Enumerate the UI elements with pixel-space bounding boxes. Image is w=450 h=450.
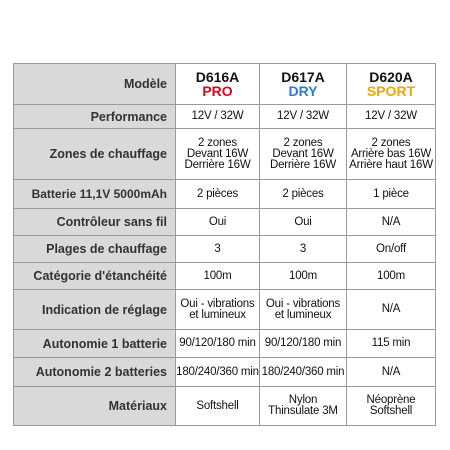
model-variant-pro: PRO — [202, 83, 233, 99]
cell-value — [347, 330, 436, 358]
cell-line: 12V / 32W — [365, 110, 417, 122]
cell-line: 1 pièce — [373, 187, 409, 200]
cell-value — [260, 129, 347, 180]
cell-line: 90/120/180 min — [264, 337, 342, 349]
cell-value — [176, 263, 260, 290]
cell-line: Oui - vibrations — [265, 297, 341, 310]
cell-line: Nylon — [288, 394, 318, 406]
cell-line: Derrière 16W — [270, 158, 336, 171]
model-name: D620A — [369, 69, 413, 85]
row-label-etancheite: Catégorie d'étanchéité — [14, 263, 176, 290]
cell-line: Thinsulate 3M — [268, 405, 338, 417]
row-etancheite — [14, 263, 436, 290]
cell-value — [260, 330, 347, 358]
row-materiaux — [14, 387, 436, 426]
cell-line: 2 pièces — [282, 187, 324, 200]
cell-value — [176, 330, 260, 358]
cell-line: Oui - vibrations — [180, 297, 255, 310]
row-batterie — [14, 180, 436, 209]
cell-value — [347, 129, 436, 180]
cell-value — [176, 290, 260, 330]
cell-value — [347, 209, 436, 236]
row-autonomie1 — [14, 330, 436, 358]
cell-value — [260, 358, 347, 387]
comparison-table-wrapper — [13, 63, 435, 426]
cell-line: Softshell — [196, 399, 239, 412]
cell-line: Devant 16W — [272, 147, 334, 160]
cell-line: 2 zones — [283, 136, 323, 149]
row-label-autonomie1: Autonomie 1 batterie — [14, 330, 176, 358]
comparison-table — [13, 63, 436, 426]
cell-line: 100m — [377, 269, 405, 282]
cell-line: 2 zones — [198, 136, 237, 149]
cell-value — [176, 105, 260, 129]
cell-line: On/off — [376, 242, 406, 255]
cell-value — [260, 180, 347, 209]
cell-value — [347, 387, 436, 426]
cell-line: 2 pièces — [196, 187, 239, 200]
cell-line: 3 — [299, 242, 307, 255]
cell-line: N/A — [381, 365, 401, 378]
cell-value — [260, 236, 347, 263]
cell-line: 115 min — [371, 337, 411, 349]
row-performance — [14, 105, 436, 129]
row-autonomie2 — [14, 358, 436, 387]
row-label-materiaux: Matériaux — [14, 387, 176, 426]
cell-value — [260, 290, 347, 330]
cell-value — [347, 358, 436, 387]
cell-line: 90/120/180 min — [179, 337, 256, 349]
cell-value — [176, 209, 260, 236]
cell-value — [176, 358, 260, 387]
model-cell-d617a — [260, 64, 347, 105]
model-name: D616A — [195, 69, 240, 85]
row-label-autonomie2: Autonomie 2 batteries — [14, 358, 176, 387]
cell-value — [176, 129, 260, 180]
cell-line: 180/240/360 min — [261, 365, 345, 378]
cell-value — [260, 105, 347, 129]
row-indication — [14, 290, 436, 330]
row-model — [14, 64, 436, 105]
model-variant-sport: SPORT — [366, 83, 416, 99]
cell-value — [347, 105, 436, 129]
model-name: D617A — [281, 69, 325, 85]
cell-line: 180/240/360 min — [176, 365, 259, 378]
row-label-batterie: Batterie 11,1V 5000mAh — [14, 180, 176, 209]
cell-line: Derrière 16W — [184, 158, 251, 171]
cell-line: 12V / 32W — [191, 110, 244, 122]
cell-line: Devant 16W — [186, 147, 249, 160]
row-label-performance: Performance — [14, 105, 176, 129]
model-cell-d616a — [176, 64, 260, 105]
cell-line: Néoprène — [366, 394, 416, 406]
cell-value — [176, 387, 260, 426]
cell-value — [260, 263, 347, 290]
row-label-plages: Plages de chauffage — [14, 236, 176, 263]
row-label-controleur: Contrôleur sans fil — [14, 209, 176, 236]
row-label-model: Modèle — [14, 64, 176, 105]
cell-line: Arrière haut 16W — [349, 158, 433, 171]
cell-line: Softshell — [369, 405, 413, 417]
cell-line: 3 — [214, 242, 221, 255]
cell-line: et lumineux — [274, 308, 332, 321]
cell-value — [347, 236, 436, 263]
cell-line: 100m — [289, 269, 317, 282]
cell-value — [176, 180, 260, 209]
cell-line: 100m — [203, 269, 232, 282]
cell-value — [260, 209, 347, 236]
cell-line: N/A — [381, 215, 401, 228]
cell-value — [347, 180, 436, 209]
cell-line: 2 zones — [371, 136, 411, 149]
model-cell-d620a — [347, 64, 436, 105]
row-label-indication: Indication de réglage — [14, 290, 176, 330]
row-label-zones: Zones de chauffage — [14, 129, 176, 180]
cell-line: Oui — [294, 215, 312, 228]
cell-line: N/A — [381, 303, 401, 315]
cell-line: et lumineux — [189, 308, 246, 321]
cell-line: Arrière bas 16W — [350, 147, 432, 160]
row-controleur — [14, 209, 436, 236]
cell-value — [347, 263, 436, 290]
row-zones — [14, 129, 436, 180]
row-plages — [14, 236, 436, 263]
cell-line: 12V / 32W — [277, 110, 329, 122]
cell-value — [176, 236, 260, 263]
cell-line: Oui — [208, 215, 227, 228]
cell-value — [347, 290, 436, 330]
model-variant-dry: DRY — [288, 83, 318, 99]
cell-value — [260, 387, 347, 426]
